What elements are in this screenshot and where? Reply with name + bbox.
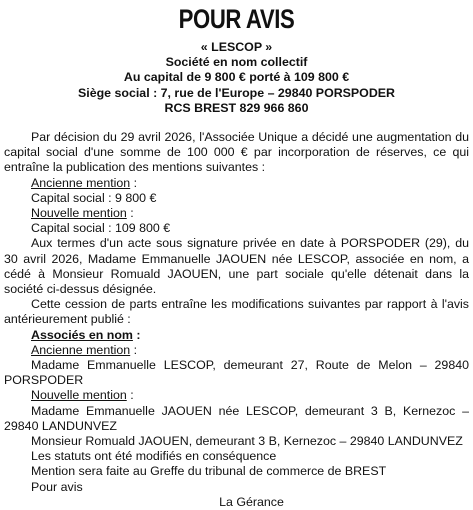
new-partner-2: Monsieur Romuald JAOUEN, demeurant 3 B, Kernezoc – 29840 LANDUNVEZ	[31, 434, 463, 449]
closing-line: Pour avis	[31, 479, 83, 494]
new-mention-colon-1: :	[126, 206, 134, 221]
legal-form: Société en nom collectif	[165, 55, 308, 70]
statutes-line: Les statuts ont été modifiés en conséquence	[31, 449, 277, 464]
old-mention-label-1: Ancienne mention	[31, 175, 131, 190]
rcs-number: RCS BREST 829 966 860	[164, 100, 309, 115]
partners-heading-colon: :	[132, 327, 141, 342]
new-mention-label-1: Nouvelle mention	[31, 206, 127, 221]
filing-line: Mention sera faite au Greffe du tribunal de commerce de BREST	[31, 464, 387, 479]
decision-paragraph: Par décision du 29 avril 2026, l'Associée Unique a décidé une augmentation du capital social d'une somme de 100 000 € par incorporation de réserves, ce qui entraîne la publication des mentions suivantes :	[4, 130, 469, 175]
company-name: « LESCOP »	[200, 40, 273, 54]
registered-office: Siège social : 7, rue de l'Europe – 29840 PORSPODER	[78, 85, 395, 100]
old-mention-line-2	[4, 343, 469, 358]
old-mention-label-2: Ancienne mention	[31, 342, 131, 357]
old-partner: Madame Emmanuelle LESCOP, demeurant 27, Route de Melon – 29840 PORSPODER	[4, 358, 469, 388]
partners-heading-line	[4, 328, 469, 343]
old-mention-line-1	[4, 176, 469, 191]
company-header	[4, 40, 469, 116]
signature: La Gérance	[219, 494, 284, 509]
partners-heading: Associés en nom	[31, 327, 133, 342]
new-mention-label-2: Nouvelle mention	[31, 388, 127, 403]
new-mention-line-2	[4, 388, 469, 403]
new-mention-line-1	[4, 206, 469, 221]
transfer-paragraph: Aux termes d'un acte sous signature privée en date à PORSPODER (29), du 30 avril 2026, Madame Emmanuelle JAOUEN née LESCOP, associée en nom, a cédé à Monsieur Romuald JAOUEN, une part sociale qu'elle détenait dans la société ci-dessus désignée.	[4, 236, 469, 297]
new-mention-colon-2: :	[126, 388, 134, 403]
modifications-paragraph: Cette cession de parts entraîne les modifications suivantes par rapport à l'avis antérieurement publié :	[4, 297, 469, 327]
new-partner-1: Madame Emmanuelle JAOUEN née LESCOP, demeurant 3 B, Kernezoc – 29840 LANDUNVEZ	[4, 403, 469, 433]
notice-body	[4, 130, 469, 510]
old-capital: Capital social : 9 800 €	[31, 190, 157, 205]
notice-title: POUR AVIS	[178, 4, 295, 34]
old-mention-colon-2: :	[130, 342, 138, 357]
share-capital: Au capital de 9 800 € porté à 109 800 €	[123, 70, 350, 85]
new-capital: Capital social : 109 800 €	[31, 221, 171, 236]
old-mention-colon-1: :	[130, 175, 138, 190]
